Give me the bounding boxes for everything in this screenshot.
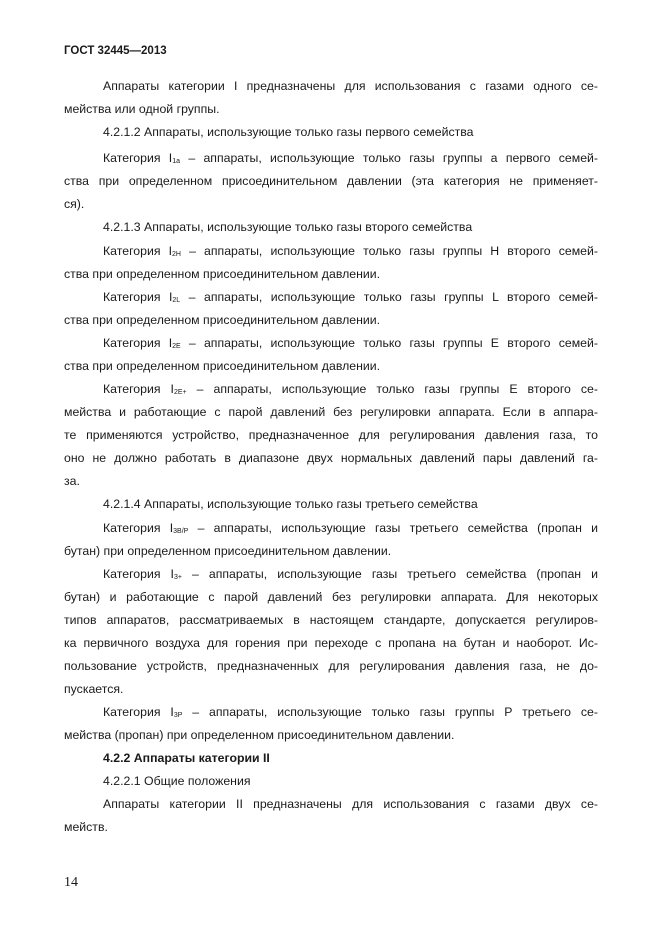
paragraph-line: мейства или одной группы. [64, 102, 220, 116]
paragraph-line: ства при определенном присоединительном давлении. [64, 267, 381, 281]
paragraph-line: Аппараты категории II предназначены для использования с газами двух се- [103, 797, 598, 811]
paragraph-line: ся). [64, 197, 85, 211]
document-header: ГОСТ 32445—2013 [64, 45, 167, 57]
paragraph-line: Категория $I_{2E+}$ – аппараты, использующие только газы группы E второго се- [103, 382, 598, 396]
paragraph-line: пользование устройств, предназначенных для регулирования давления газа, не до- [64, 659, 598, 673]
paragraph-line: ства при определенном присоединительном давлении. [64, 359, 381, 373]
paragraph-line: Категория $I_{2L}$ – аппараты, использующие только газы группы L второго семей- [103, 290, 598, 304]
paragraph-line: оно не должно работать в диапазоне двух нормальных давлений пары давлений га- [64, 451, 598, 465]
paragraph-line: ства при определенном присоединительном давлении (эта категория не применяет- [64, 174, 598, 188]
paragraph-line: ства при определенном присоединительном давлении. [64, 313, 381, 327]
paragraph-line: мейства и работающие с парой давлений без регулировки аппарата. Если в аппара- [64, 405, 598, 419]
paragraph-line: Категория $I_{1a}$ – аппараты, использующие только газы группы а первого семей- [103, 151, 598, 165]
paragraph-line: мейства (пропан) при определенном присоединительном давлении. [64, 728, 455, 742]
paragraph-line: те применяются устройство, предназначенное для регулирования давления газа, то [64, 428, 598, 442]
paragraph-line: бутан) и работающие с парой давлений без регулировки аппарата. Для некоторых [64, 590, 598, 604]
paragraph-line: Категория $I_{2E}$ – аппараты, использующие только газы группы E второго семей- [103, 336, 598, 350]
section-heading: 4.2.1.4 Аппараты, использующие только газы третьего семейства [103, 497, 478, 511]
section-heading: 4.2.1.3 Аппараты, использующие только газы второго семейства [103, 220, 473, 234]
paragraph-line: Категория $I_{2H}$ – аппараты, использующие только газы группы H второго семей- [103, 244, 598, 258]
section-heading: 4.2.1.2 Аппараты, использующие только газы первого семейства [103, 125, 474, 139]
paragraph-line: Категория $I_{3+}$ – аппараты, использующие газы третьего семейства (пропан и [103, 567, 598, 581]
paragraph-line: мейств. [64, 820, 108, 834]
section-heading: 4.2.2.1 Общие положения [103, 774, 251, 788]
section-heading: 4.2.2 Аппараты категории II [103, 751, 270, 765]
paragraph-line: Категория $I_{3P}$ – аппараты, использующие только газы группы P третьего се- [103, 705, 598, 719]
paragraph-line: типов аппаратов, рассматриваемых в настоящем стандарте, допускается регулиров- [64, 613, 598, 627]
page-number: 14 [64, 875, 78, 890]
paragraph-line: Категория $I_{3B/P}$ – аппараты, использующие газы третьего семейства (пропан и [103, 521, 598, 535]
paragraph-line: ка первичного воздуха для горения при переходе с пропана на бутан и наоборот. Ис- [64, 636, 598, 650]
paragraph-line: за. [64, 474, 80, 488]
paragraph-line: пускается. [64, 682, 124, 696]
paragraph-line: бутан) при определенном присоединительном давлении. [64, 544, 392, 558]
paragraph-line: Аппараты категории I предназначены для использования с газами одного се- [103, 79, 598, 93]
